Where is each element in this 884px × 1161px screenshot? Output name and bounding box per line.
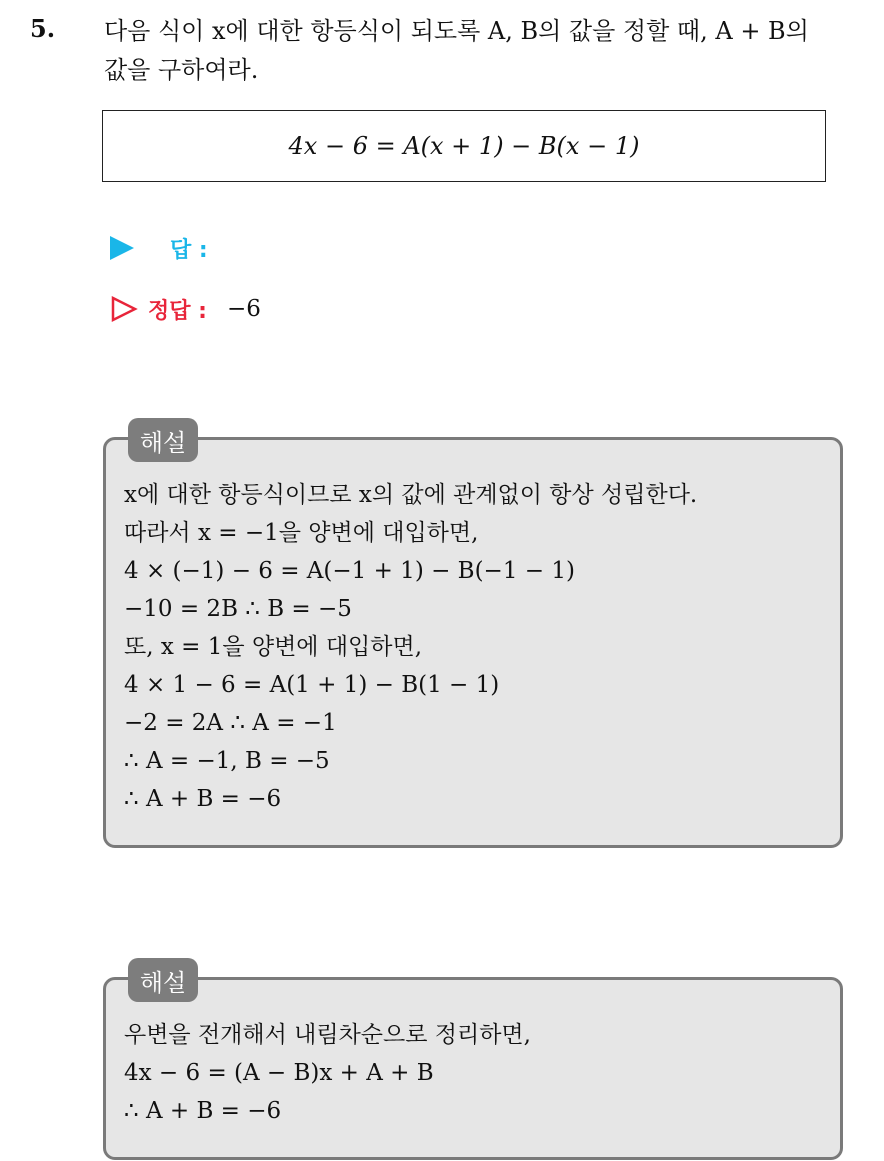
answer-row (110, 228, 208, 268)
solution-line: 따라서 x = −1을 양변에 대입하면, (124, 520, 479, 546)
solution-line: 4 × 1 − 6 = A(1 + 1) − B(1 − 1) (124, 672, 500, 698)
solution-line: 우변을 전개해서 내림차순으로 정리하면, (124, 1022, 531, 1048)
correct-answer-row (110, 289, 261, 329)
solution-box-1 (103, 428, 843, 848)
solution-line: −10 = 2B ∴ B = −5 (124, 596, 352, 622)
solution-line: ∴ A = −1, B = −5 (124, 748, 330, 774)
correct-answer-value: −6 (226, 296, 261, 322)
answer-label: 답 : (170, 237, 208, 263)
solution-line: x에 대한 항등식이므로 x의 값에 관계없이 항상 성립한다. (124, 482, 698, 508)
solution-tag: 해설 (128, 418, 198, 462)
solution-tag: 해설 (128, 958, 198, 1002)
outline-triangle-icon (110, 295, 138, 323)
solution-line: ∴ A + B = −6 (124, 1098, 282, 1124)
solution-line: ∴ A + B = −6 (124, 786, 282, 812)
question-line-2: 값을 구하여라. (104, 56, 259, 84)
play-triangle-icon (110, 236, 134, 260)
solution-line: 또, x = 1을 양변에 대입하면, (124, 634, 423, 660)
solution-box-2 (103, 968, 843, 1160)
question-number: 5. (30, 14, 56, 43)
solution-line: 4 × (−1) − 6 = A(−1 + 1) − B(−1 − 1) (124, 558, 575, 584)
equation-box (102, 110, 826, 182)
correct-answer-label: 정답 : (148, 298, 207, 324)
question-text (104, 12, 874, 90)
solution-line: 4x − 6 = (A − B)x + A + B (124, 1060, 434, 1086)
question-line-1: 다음 식이 x에 대한 항등식이 되도록 A, B의 값을 정할 때, A + B의 (104, 17, 809, 45)
equation: 4x − 6 = A(x + 1) − B(x − 1) (288, 132, 640, 160)
solution-line: −2 = 2A ∴ A = −1 (124, 710, 337, 736)
